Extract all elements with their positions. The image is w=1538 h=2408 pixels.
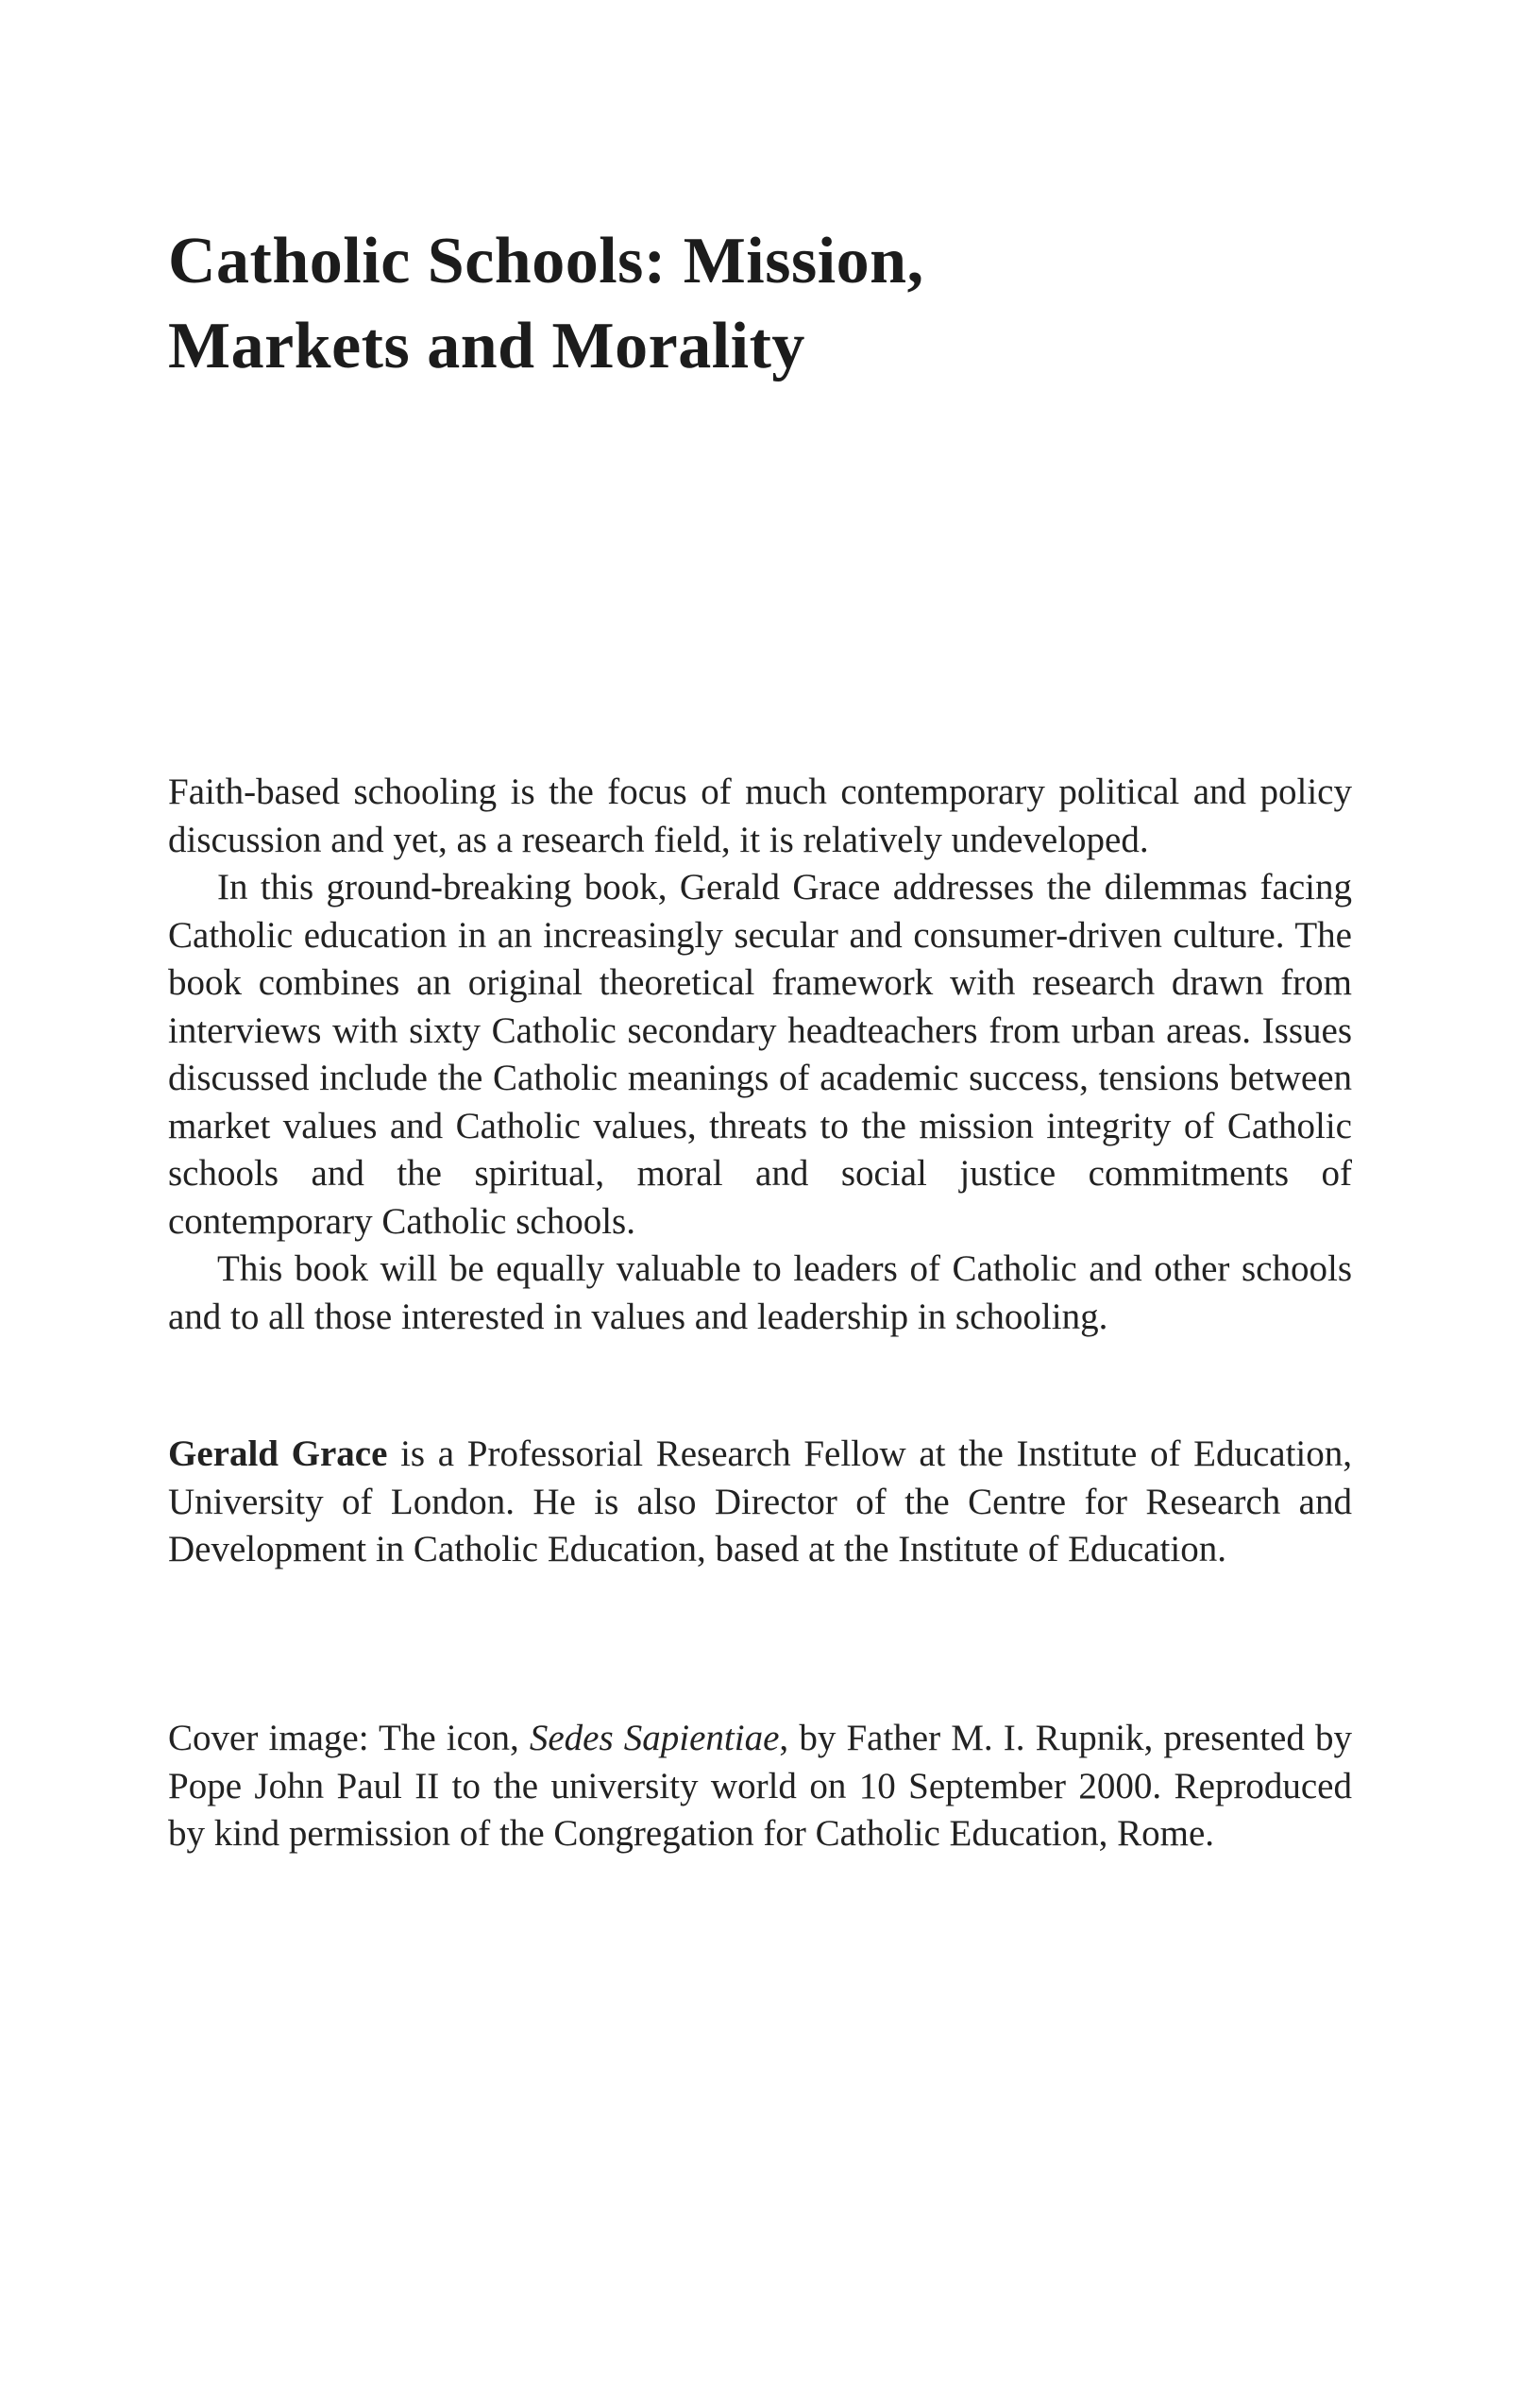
book-description: [168, 769, 1352, 1341]
cover-artwork-title: Sedes Sapientiae: [529, 1718, 780, 1758]
cover-credit-suffix: , by Father M. I. Rupnik, presented by Pope John Paul II to the university world on 10 September 2000. Reproduced by kind permission of the Congregation for Catholic Education, Rome.: [168, 1718, 1353, 1854]
description-paragraph-2: In this ground-breaking book, Gerald Grace addresses the dilemmas facing Catholic education in an increasingly secular and consumer-driven culture. The book combines an original theoretical framework with research drawn from interviews with sixty Catholic secondary headteachers from urban areas. Issues discussed include the Catholic meanings of academic success, tensions between market values and Catholic values, threats to the mission integrity of Catholic schools and the spiritual, moral and social justice commitments of contemporary Catholic schools.: [168, 867, 1352, 1242]
book-title: [168, 219, 1395, 389]
author-name: Gerald Grace: [168, 1433, 388, 1474]
author-bio-text: is a Professorial Research Fellow at the Institute of Education, University of London. He is also Director of the Centre for Research and Development in Catholic Education, based at the Institute of Education.: [168, 1433, 1352, 1569]
book-title-line-1: Catholic Schools: Mission,: [168, 225, 924, 297]
author-bio: [168, 1431, 1352, 1574]
author-bio-paragraph: [168, 1431, 1352, 1574]
description-paragraph-1: Faith-based schooling is the focus of much contemporary political and policy discussion and yet, as a research field, it is relatively undeveloped.: [168, 772, 1352, 860]
cover-credit-prefix: Cover image: The icon,: [168, 1718, 530, 1758]
cover-image-credit: [168, 1715, 1352, 1858]
description-paragraph-3: This book will be equally valuable to leaders of Catholic and other schools and to all those interested in values and leadership in schooling.: [168, 1248, 1352, 1337]
book-title-line-2: Markets and Morality: [168, 310, 805, 382]
cover-credit-paragraph: [168, 1715, 1352, 1858]
